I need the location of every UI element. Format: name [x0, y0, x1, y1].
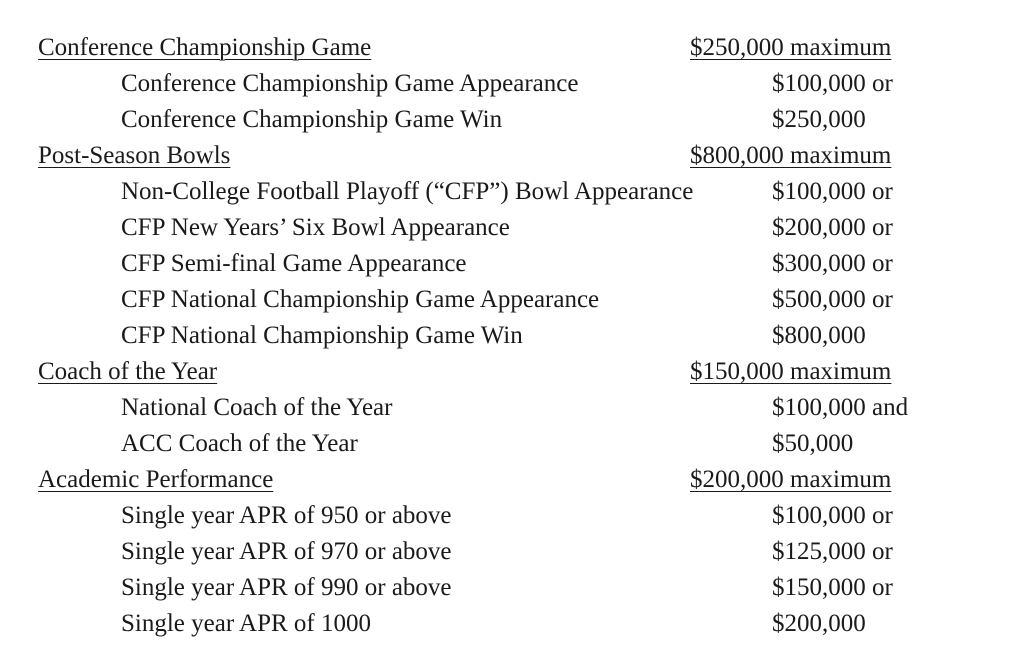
line-item [0, 570, 1024, 606]
line-item [0, 318, 1024, 354]
line-item-amount: $200,000 [772, 610, 866, 637]
line-item-label: Single year APR of 1000 [121, 610, 371, 637]
line-item [0, 174, 1024, 210]
line-item-label: Conference Championship Game Appearance [121, 70, 579, 97]
section-header-post-season-bowls [0, 138, 1024, 174]
line-item-amount: $100,000 or [772, 502, 893, 529]
line-item-amount: $125,000 or [772, 538, 893, 565]
line-item-amount: $100,000 or [772, 70, 893, 97]
line-item-amount: $50,000 [772, 430, 854, 457]
line-item-label: CFP New Years’ Six Bowl Appearance [121, 214, 510, 241]
line-item-label: Single year APR of 990 or above [121, 574, 452, 601]
line-item-amount: $200,000 or [772, 214, 893, 241]
line-item [0, 426, 1024, 462]
section-title: Conference Championship Game [38, 34, 372, 61]
line-item-label: Non-College Football Playoff (“CFP”) Bowl Appearance [121, 178, 694, 205]
line-item [0, 246, 1024, 282]
line-item-label: ACC Coach of the Year [121, 430, 358, 457]
line-item-amount: $500,000 or [772, 286, 893, 313]
line-item-amount: $300,000 or [772, 250, 893, 277]
line-item-amount: $150,000 or [772, 574, 893, 601]
line-item [0, 282, 1024, 318]
line-item-label: CFP National Championship Game Appearance [121, 286, 600, 313]
line-item-amount: $100,000 or [772, 178, 893, 205]
line-item-label: National Coach of the Year [121, 394, 393, 421]
line-item [0, 534, 1024, 570]
section-total: $150,000 maximum [690, 358, 892, 385]
line-item [0, 102, 1024, 138]
line-item-label: Single year APR of 950 or above [121, 502, 452, 529]
line-item-label: Conference Championship Game Win [121, 106, 503, 133]
line-item-amount: $250,000 [772, 106, 866, 133]
line-item [0, 498, 1024, 534]
section-header-coach-of-the-year [0, 354, 1024, 390]
line-item-label: Single year APR of 970 or above [121, 538, 452, 565]
section-title: Post-Season Bowls [38, 142, 231, 169]
section-header-academic-performance [0, 462, 1024, 498]
line-item-amount: $100,000 and [772, 394, 909, 421]
line-item [0, 606, 1024, 642]
line-item [0, 66, 1024, 102]
section-header-conference-championship [0, 30, 1024, 66]
section-total: $800,000 maximum [690, 142, 892, 169]
line-item-label: CFP National Championship Game Win [121, 322, 523, 349]
line-item-label: CFP Semi-final Game Appearance [121, 250, 467, 277]
section-total: $250,000 maximum [690, 34, 892, 61]
section-title: Academic Performance [38, 466, 274, 493]
section-title: Coach of the Year [38, 358, 218, 385]
section-total: $200,000 maximum [690, 466, 892, 493]
line-item [0, 390, 1024, 426]
line-item-amount: $800,000 [772, 322, 866, 349]
line-item [0, 210, 1024, 246]
